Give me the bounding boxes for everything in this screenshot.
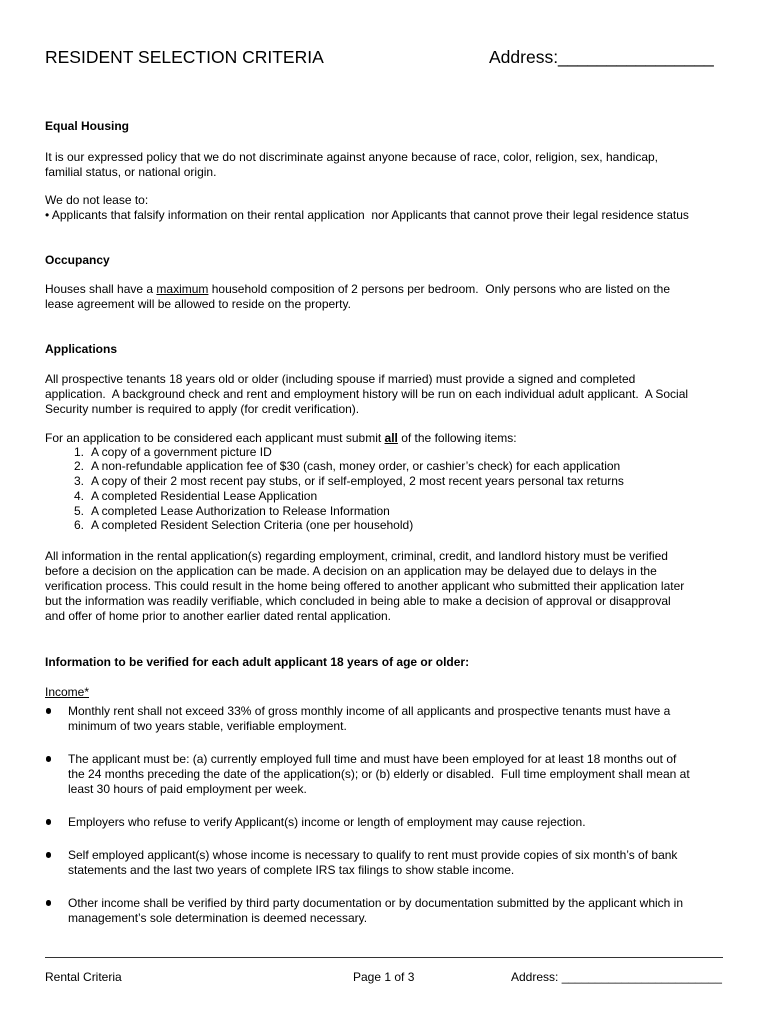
item-number: 1.: [74, 444, 85, 459]
policy-paragraph: [45, 150, 658, 180]
required-item: [45, 489, 725, 504]
footer-address-label: Address: ________________________: [511, 969, 722, 984]
item-text: A completed Residential Lease Application: [91, 488, 318, 503]
policy-line: It is our expressed policy that we do not discriminate against anyone because of race, color, religion, sex, handicap,: [45, 149, 659, 164]
item-number: 5.: [74, 503, 85, 518]
verification-line: All information in the rental application(s) regarding employment, criminal, credit, and landlord history must be verified: [45, 548, 668, 563]
criterion-line: the 24 months preceding the date of the application(s); or (b) elderly or disabled. Full time employment shall mean at: [68, 766, 690, 781]
occupancy-text: household composition of 2 persons per bedroom. Only persons who are listed on the: [208, 281, 671, 296]
criterion-text: [68, 704, 735, 734]
criterion-line: statements and the last two years of complete IRS tax filings to show stable income.: [68, 862, 515, 877]
footer-page-number: Page 1 of 3: [353, 969, 415, 984]
applications-intro-line: Security number is required to apply (for credit verification).: [45, 401, 360, 416]
applications-intro: [45, 372, 688, 417]
criterion-text: [68, 752, 735, 797]
bullet-icon: [46, 900, 52, 906]
required-item: [45, 504, 725, 519]
bullet-icon: [46, 852, 52, 858]
all-emphasis: all: [384, 430, 398, 445]
requirement-text: of the following items:: [397, 430, 517, 445]
criterion-line: Employers who refuse to verify Applicant(s) income or length of employment may cause rejection.: [68, 814, 586, 829]
criterion-text: [68, 815, 735, 830]
footer-document-name: Rental Criteria: [45, 969, 122, 984]
bullet-icon: [46, 819, 52, 825]
occupancy-line: lease agreement will be allowed to reside on the property.: [45, 296, 351, 311]
income-criterion: [45, 752, 735, 797]
criterion-line: The applicant must be: (a) currently employed full time and must have been employed for at least 18 months out of: [68, 751, 677, 766]
maximum-emphasis: maximum: [156, 281, 209, 296]
criterion-text: [68, 848, 735, 878]
criterion-line: management’s sole determination is deemed necessary.: [68, 910, 368, 925]
item-text: A copy of a government picture ID: [91, 444, 272, 459]
income-criterion: [45, 704, 735, 734]
lease-exclusion: • Applicants that falsify information on their rental application nor Applicants that cannot prove their legal residence status: [45, 207, 689, 222]
income-label: Income*: [45, 684, 90, 699]
verification-line: and offer of home prior to another earlier dated rental application.: [45, 608, 391, 623]
bullet-icon: [46, 708, 52, 714]
occupancy-paragraph: [45, 282, 670, 312]
required-items-list: [45, 445, 725, 534]
item-text: A non-refundable application fee of $30 (cash, money order, or cashier’s check) for each application: [91, 459, 621, 474]
item-number: 3.: [74, 474, 85, 489]
criterion-line: minimum of two years stable, verifiable employment.: [68, 718, 347, 733]
applications-intro-line: application. A background check and rent and employment history will be run on each individual adult applicant. A Social: [45, 386, 689, 401]
income-criterion: [45, 896, 735, 926]
requirement-line: [45, 431, 517, 446]
header-address-label: Address:________________: [489, 47, 714, 67]
verification-line: but the information was readily verifiable, which concluded in being able to make a decision of approval or disapproval: [45, 593, 671, 608]
verification-line: verification process. This could result in the home being offered to another applicant who submitted their application later: [45, 578, 685, 593]
required-item: [45, 459, 725, 474]
verification-paragraph: [45, 549, 684, 624]
income-criterion: [45, 848, 735, 878]
criterion-line: least 30 hours of paid employment per week.: [68, 781, 307, 796]
verification-line: before a decision on the application can be made. A decision on an application may be delayed due to delays in the: [45, 563, 657, 578]
item-number: 6.: [74, 518, 85, 533]
criterion-line: Monthly rent shall not exceed 33% of gross monthly income of all applicants and prospective tenants must have a: [68, 703, 671, 718]
applications-heading: Applications: [45, 341, 118, 356]
criterion-text: [68, 896, 735, 926]
policy-line: familial status, or national origin.: [45, 164, 217, 179]
item-text: A completed Lease Authorization to Release Information: [91, 503, 390, 518]
item-text: A copy of their 2 most recent pay stubs, or if self-employed, 2 most recent years personal tax returns: [91, 474, 624, 489]
required-item: [45, 445, 725, 460]
income-criterion: [45, 815, 735, 830]
applications-intro-line: All prospective tenants 18 years old or older (including spouse if married) must provide a signed and completed: [45, 371, 636, 386]
occupancy-line: [45, 282, 670, 297]
requirement-text: For an application to be considered each applicant must submit: [45, 430, 385, 445]
required-item: [45, 474, 725, 489]
criterion-line: Other income shall be verified by third party documentation or by documentation submitted by the applicant which in: [68, 895, 683, 910]
verification-heading: Information to be verified for each adult applicant 18 years of age or older:: [45, 654, 470, 669]
document-title: RESIDENT SELECTION CRITERIA: [45, 47, 324, 67]
item-number: 4.: [74, 488, 85, 503]
criterion-line: Self employed applicant(s) whose income is necessary to qualify to rent must provide copies of six month’s of bank: [68, 847, 678, 862]
footer-divider: [45, 957, 723, 958]
occupancy-heading: Occupancy: [45, 252, 110, 267]
bullet-icon: [46, 756, 52, 762]
lease-intro: We do not lease to:: [45, 192, 149, 207]
occupancy-text: Houses shall have a: [45, 281, 157, 296]
item-text: A completed Resident Selection Criteria (one per household): [91, 518, 414, 533]
item-number: 2.: [74, 459, 85, 474]
equal-housing-heading: Equal Housing: [45, 118, 129, 133]
required-item: [45, 518, 725, 533]
